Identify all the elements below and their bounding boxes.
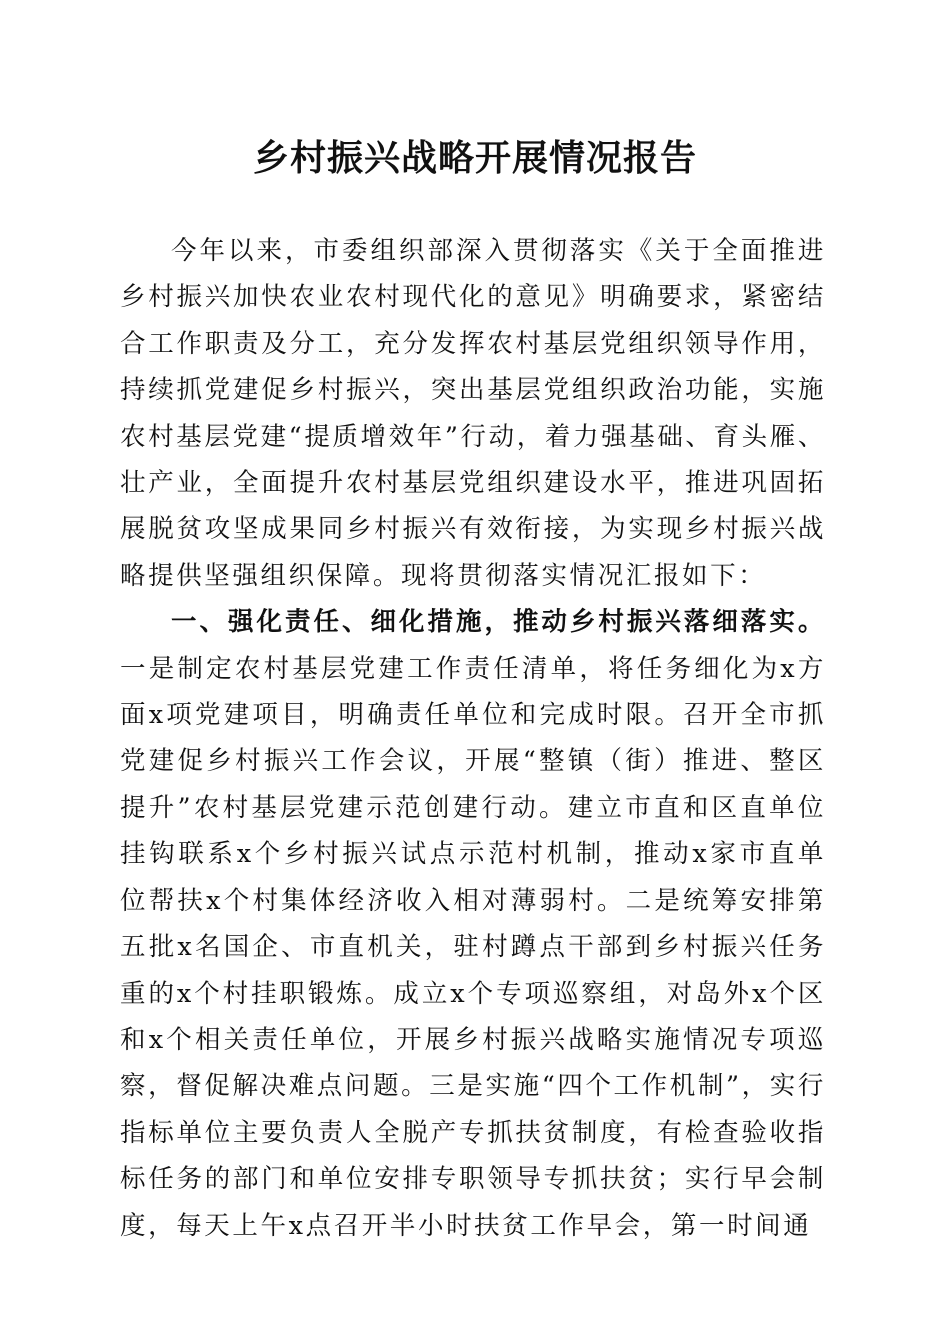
document-title: 乡村振兴战略开展情况报告	[252, 137, 697, 179]
section-1-text: 一是制定农村基层党建工作责任清单，将任务细化为x方面x项党建项目，明确责任单位和完成时限。召开全市抓党建促乡村振兴工作会议，开展“整镇（街）推进、整区提升”农村基层党建示范创建行动。建立市直和区直单位挂钩联系x个乡村振兴试点示范村机制，推动x家市直单位帮扶x个村集体经济收入相对薄弱村。二是统筹安排第五批x名国企、市直机关，驻村蹲点干部到乡村振兴任务重的x个村挂职锻炼。成立x个专项巡察组，对岛外x个区和x个相关责任单位，开展乡村振兴战略实施情况专项巡察，督促解决难点问题。三是实施“四个工作机制”，实行指标单位主要负责人全脱产专抓扶贫制度，有检查验收指标任务的部门和单位安排专职领导专抓扶贫；实行早会制度，每天上午x点召开半小时扶贫工作早会，第一时间通	[120, 653, 826, 1241]
intro-paragraph	[120, 228, 826, 599]
intro-paragraph-text: 今年以来，市委组织部深入贯彻落实《关于全面推进乡村振兴加快农业农村现代化的意见》明确要求，紧密结合工作职责及分工，充分发挥农村基层党组织领导作用，持续抓党建促乡村振兴，突出基层党组织政治功能，实施农村基层党建“提质增效年”行动，着力强基础、育头雁、壮产业，全面提升农村基层党组织建设水平，推进巩固拓展脱贫攻坚成果同乡村振兴有效衔接，为实现乡村振兴战略提供坚强组织保障。现将贯彻落实情况汇报如下：	[120, 236, 826, 591]
section-1-paragraph	[120, 599, 826, 1249]
section-1-heading: 一、强化责任、细化措施，推动乡村振兴落细落实。	[171, 607, 826, 638]
document-body	[120, 228, 826, 1249]
